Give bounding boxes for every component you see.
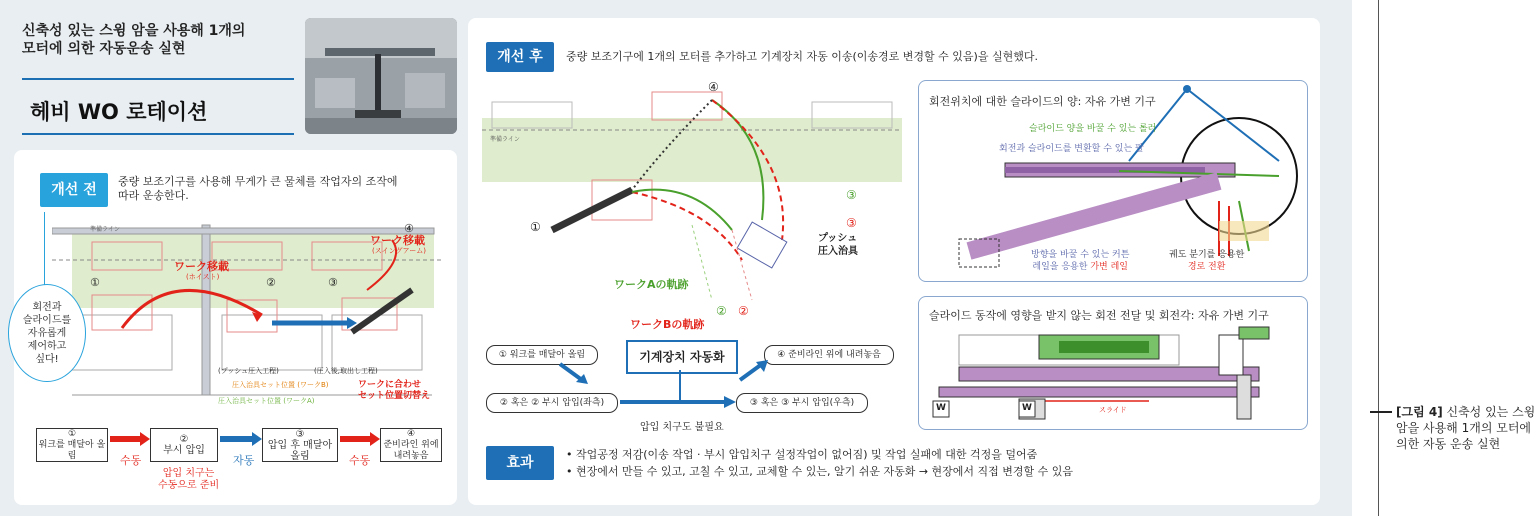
work-transfer-2: ワーク移載	[370, 234, 425, 247]
work-transfer-2-sub: (スイングアーム)	[372, 247, 426, 255]
factory-photo	[305, 18, 457, 134]
marker-1: ①	[90, 276, 100, 289]
marker-4-after: ④	[708, 80, 719, 94]
marker-3: ③	[328, 276, 338, 289]
arrow-label-manual-1: 수동	[120, 454, 142, 467]
effect-line-1: • 작업공정 저감(이송 작업 · 부시 압입치구 설정작업이 없어짐) 및 작업 실패에 대한 걱정을 덜어줌	[566, 448, 1038, 461]
effect-badge: 효과	[486, 446, 554, 480]
flow-step-2: ② 부시 압입	[150, 428, 218, 462]
press-process: (プッシュ圧入工程)	[218, 367, 279, 375]
heading	[22, 22, 302, 58]
marker-3-green: ③	[846, 188, 857, 202]
weight-1: W	[936, 403, 946, 413]
after-step-2: ② 혹은 ② 부시 압입(좌측)	[486, 393, 618, 413]
work-transfer-1: ワーク移載	[174, 260, 229, 273]
flow-step-4: ④ 준비라인 위에 내려놓음	[380, 428, 442, 462]
caption-tick	[1370, 411, 1392, 413]
figure-caption: [그림 4] 신축성 있는 스윙 암을 사용해 1개의 모터에 의한 자동 운송 실현	[1396, 405, 1536, 451]
effect-line-2: • 현장에서 만들 수 있고, 고칠 수 있고, 교체할 수 있는, 알기 쉬운 자동화 → 현장에서 직접 변경할 수 있음	[566, 465, 1074, 478]
heading-line-1: 신축성 있는 스윙 암을 사용해 1개의	[22, 23, 246, 39]
switch-note: ワークに合わせ セット位置切替え	[358, 380, 431, 401]
no-jig-note: 압입 치구도 불필요	[640, 422, 724, 433]
roller-label: 슬라이드 양을 바꿀 수 있는 롤러	[1029, 124, 1157, 134]
main-title: 헤비 WO 로테이션	[30, 100, 208, 124]
arrow-label-manual-2: 수동	[349, 454, 371, 467]
marker-2-red: ②	[738, 304, 749, 318]
side-rule	[1378, 0, 1379, 516]
after-step-3: ③ 혹은 ③ 부시 압입(우측)	[736, 393, 868, 413]
rail-label: 방향을 바꿀 수 있는 커튼 레일을 응용한 가변 레일	[1031, 250, 1130, 272]
before-badge: 개선 전	[40, 173, 108, 207]
track-b-label: ワークBの軌跡	[630, 318, 705, 331]
set-position-b: 圧入治具セット位置 (ワークB)	[232, 381, 329, 389]
before-diagram	[52, 220, 444, 420]
divider	[22, 133, 294, 135]
track-a-label: ワークAの軌跡	[614, 278, 689, 291]
effect-text	[566, 446, 1306, 480]
slide-label: スライド	[1099, 406, 1127, 414]
marker-4: ④	[404, 222, 414, 235]
bubble-pointer	[44, 212, 45, 292]
automation-box: 기계장치 자동화	[626, 340, 738, 374]
marker-1-after: ①	[530, 220, 541, 234]
heading-line-2: 모터에 의한 자동운송 실현	[22, 41, 186, 57]
flow-arrows	[106, 432, 386, 446]
after-flow-arrows	[540, 360, 790, 410]
mechanism-bottom-title: 슬라이드 동작에 영향을 받지 않는 회전 전달 및 회전각: 자유 가변 기구	[929, 309, 1269, 322]
marker-3-red: ③	[846, 216, 857, 230]
route-label: 궤도 분기를 응용한 경로 전환	[1169, 250, 1245, 272]
line-label-after: 準備ライン	[490, 136, 520, 143]
mechanism-box-bottom	[918, 296, 1308, 430]
before-description: 중량 보조기구를 사용해 무게가 큰 물체를 작업자의 조작에 따라 운송한다.	[118, 175, 398, 202]
line-label: 準備ライン	[90, 226, 120, 233]
set-position-a: 圧入治具セット位置 (ワークA)	[218, 397, 315, 405]
marker-2-green: ②	[716, 304, 727, 318]
after-step-4: ④ 준비라인 위에 내려놓음	[764, 345, 894, 365]
work-transfer-1-sub: (ホイスト)	[186, 273, 220, 281]
arrow-label-auto: 자동	[233, 454, 255, 467]
after-description: 중량 보조기구에 1개의 모터를 추가하고 기계장치 자동 이송(이송경로 변경할 수 있음)을 실현했다.	[566, 50, 1038, 63]
after-badge: 개선 후	[486, 42, 554, 72]
mechanism-top-title: 회전위치에 대한 슬라이드의 양: 자유 가변 기구	[929, 95, 1156, 108]
jig-note: 압입 치구는 수동으로 준비	[158, 468, 220, 491]
push-jig-label: プッシュ 圧入治具	[818, 233, 858, 257]
flow-step-1: ① 워크를 매달아 올림	[36, 428, 108, 462]
flow-step-3: ③ 압입 후 매달아 올림	[262, 428, 338, 462]
after-diagram	[482, 80, 902, 340]
weight-2: W	[1022, 403, 1032, 413]
after-step-1: ① 워크를 매달아 올림	[486, 345, 598, 365]
arm-label: 회전과 슬라이드를 변환할 수 있는 팔	[999, 144, 1144, 154]
wish-bubble: 회전과 슬라이드를 자유롭게 제어하고 싶다!	[8, 284, 86, 382]
after-process: (圧入後,取出し工程)	[314, 367, 378, 375]
marker-2: ②	[266, 276, 276, 289]
divider	[22, 78, 294, 80]
mechanism-box-top	[918, 80, 1308, 282]
